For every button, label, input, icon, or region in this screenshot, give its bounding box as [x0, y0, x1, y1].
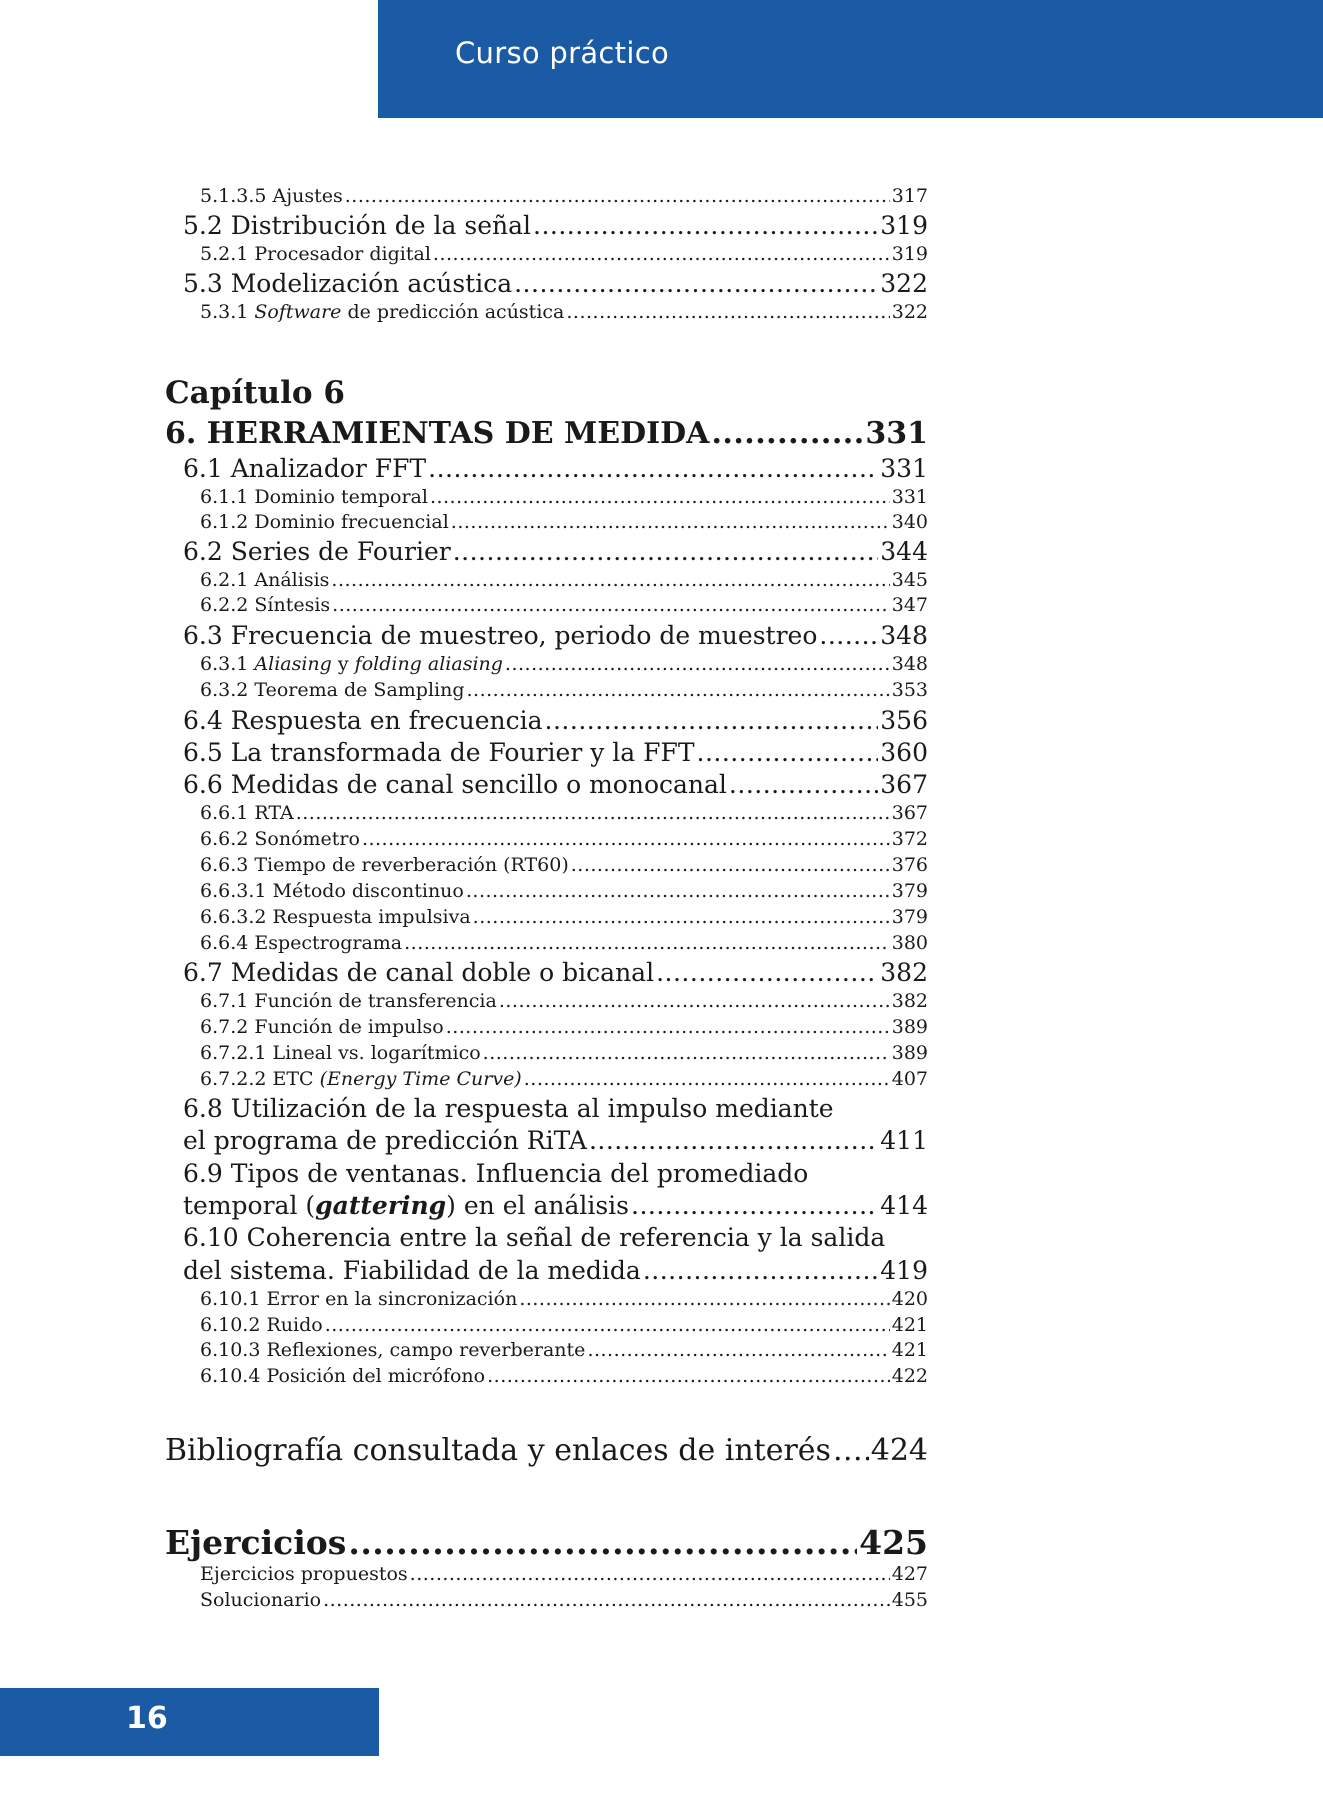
toc-entry[interactable] — [200, 853, 928, 877]
toc-entry-page: 322 — [891, 301, 928, 323]
toc-entry-label: 6.7 Medidas de canal doble o bicanal — [183, 958, 655, 987]
toc-entry[interactable] — [183, 1191, 928, 1221]
toc-entry-page: 380 — [891, 932, 928, 954]
toc-entry-page: 414 — [880, 1191, 928, 1220]
toc-entry[interactable] — [200, 568, 928, 592]
toc-entry[interactable] — [183, 269, 928, 299]
toc-entry[interactable] — [200, 1313, 928, 1337]
toc-entry-page: 421 — [891, 1314, 928, 1336]
toc-entry-label: 5.2.1 Procesador digital — [200, 243, 431, 265]
toc-entry[interactable] — [200, 1338, 928, 1362]
toc-entry-label: 6.2.1 Análisis — [200, 569, 330, 591]
leader-dots — [524, 1067, 890, 1091]
toc-entry-label: Ejercicios propuestos — [200, 1563, 408, 1585]
toc-entry-page: 411 — [880, 1126, 928, 1155]
toc-entry-label: 6.5 La transformada de Fourier y la FFT — [183, 738, 695, 767]
toc-entry-page: 424 — [870, 1433, 928, 1468]
leader-dots — [331, 568, 889, 592]
toc-entry[interactable] — [200, 1041, 928, 1065]
toc-entry-label: 6.3.2 Teorema de Sampling — [200, 679, 465, 701]
leader-dots — [519, 1287, 889, 1311]
toc-entry-page: 427 — [891, 1563, 928, 1585]
toc-entry[interactable] — [200, 1287, 928, 1311]
toc-entry-label: 6.7.1 Función de transferencia — [200, 990, 497, 1012]
toc-entry-label: Ejercicios — [165, 1523, 347, 1562]
toc-entry-page: 319 — [880, 211, 928, 240]
leader-dots — [466, 879, 890, 903]
leader-dots — [819, 621, 878, 651]
leader-dots — [404, 931, 890, 955]
toc-entry[interactable] — [183, 621, 928, 651]
leader-dots — [467, 678, 890, 702]
toc-entry-page: 348 — [891, 653, 928, 675]
toc-entry-page: 322 — [880, 269, 928, 298]
toc-entry-label: 6.4 Respuesta en frecuencia — [183, 706, 543, 735]
toc-entry[interactable] — [200, 678, 928, 702]
toc-entry-page: 340 — [891, 511, 928, 533]
header-band — [378, 0, 1323, 118]
toc-entry[interactable] — [183, 211, 928, 241]
toc-entry[interactable] — [200, 931, 928, 955]
toc-entry[interactable] — [200, 510, 928, 534]
toc-entry-label: 6.3 Frecuencia de muestreo, periodo de muestreo — [183, 621, 818, 650]
toc-entry-page: 317 — [891, 185, 928, 207]
toc-entry[interactable] — [200, 593, 928, 617]
leader-dots — [325, 1313, 890, 1337]
header-title: Curso práctico — [455, 36, 669, 70]
toc-entry-first-line: 6.8 Utilización de la respuesta al impulso mediante — [183, 1094, 834, 1123]
toc-entry-label: 6.10.2 Ruido — [200, 1314, 323, 1336]
toc-entry-label: Bibliografía consultada y enlaces de interés — [165, 1433, 831, 1468]
leader-dots — [473, 905, 890, 929]
leader-dots — [433, 242, 890, 266]
leader-dots — [483, 1041, 890, 1065]
toc-entry[interactable] — [200, 1364, 928, 1388]
toc-entry-label: 6.1 Analizador FFT — [183, 454, 427, 483]
leader-dots — [323, 1588, 890, 1612]
toc-entry-label: 6.3.1 Aliasing y folding aliasing — [200, 653, 503, 675]
toc-entry[interactable] — [200, 485, 928, 509]
toc-entry-label: 6.2.2 Síntesis — [200, 594, 331, 616]
toc-entry-label: 5.1.3.5 Ajustes — [200, 185, 343, 207]
toc-entry-first-line: 6.10 Coherencia entre la señal de referencia y la salida — [183, 1223, 886, 1252]
toc-entry-page: 360 — [880, 738, 928, 767]
toc-entry[interactable] — [200, 1562, 928, 1586]
toc-entry[interactable] — [200, 300, 928, 324]
toc-entry-page: 379 — [891, 880, 928, 902]
leader-dots — [453, 537, 879, 567]
leader-dots — [451, 510, 890, 534]
toc-entry-page: 389 — [891, 1016, 928, 1038]
toc-entry-page: 379 — [891, 906, 928, 928]
toc-entry-page: 425 — [859, 1523, 928, 1562]
leader-dots — [631, 1191, 878, 1221]
leader-dots — [410, 1562, 890, 1586]
toc-entry-page: 420 — [891, 1288, 928, 1310]
toc-entry-page: 367 — [880, 770, 928, 799]
toc-entry-label: 5.2 Distribución de la señal — [183, 211, 531, 240]
leader-dots — [296, 801, 890, 825]
toc-entry-label: 6.2 Series de Fourier — [183, 537, 451, 566]
toc-entry[interactable] — [183, 706, 928, 736]
toc-entry-label: 6.7.2.2 ETC (Energy Time Curve) — [200, 1068, 522, 1090]
toc-entry-label: del sistema. Fiabilidad de la medida — [183, 1256, 641, 1285]
toc-entry-page: 353 — [891, 679, 928, 701]
toc-entry-label: 5.3.1 Software de predicción acústica — [200, 301, 565, 323]
toc-entry-label: 6.10.4 Posición del micrófono — [200, 1365, 486, 1387]
leader-dots — [428, 454, 878, 484]
chapter-heading: Capítulo 6 — [165, 375, 345, 411]
toc-entry-page: 344 — [880, 537, 928, 566]
toc-entry-page: 376 — [891, 854, 928, 876]
leader-dots — [446, 1015, 890, 1039]
leader-dots — [545, 706, 879, 736]
toc-entry[interactable] — [200, 1067, 928, 1091]
toc-entry-page: 331 — [880, 454, 928, 483]
toc-entry-label: 6.6.3 Tiempo de reverberación (RT60) — [200, 854, 569, 876]
toc-entry-label: Solucionario — [200, 1589, 322, 1611]
toc-entry[interactable] — [200, 989, 928, 1013]
leader-dots — [332, 593, 890, 617]
toc-entry[interactable] — [200, 242, 928, 266]
toc-entry-label: 5.3 Modelización acústica — [183, 269, 513, 298]
toc-entry-page: 347 — [891, 594, 928, 616]
leader-dots — [566, 300, 889, 324]
toc-entry[interactable] — [183, 958, 928, 988]
toc-entry-page: 345 — [891, 569, 928, 591]
toc-entry-first-line: 6.9 Tipos de ventanas. Influencia del promediado — [183, 1159, 809, 1188]
toc-entry[interactable] — [183, 1256, 928, 1286]
toc-entry-page: 421 — [891, 1339, 928, 1361]
toc-entry[interactable] — [200, 184, 928, 208]
toc-entry[interactable] — [183, 537, 928, 567]
toc-entry[interactable] — [200, 905, 928, 929]
toc-entry[interactable] — [165, 1432, 928, 1470]
page-number: 16 — [126, 1701, 168, 1736]
toc-entry-page: 382 — [880, 958, 928, 987]
toc-entry-label: 6.6.4 Espectrograma — [200, 932, 403, 954]
toc-entry-label: el programa de predicción RiTA — [183, 1126, 587, 1155]
leader-dots — [833, 1432, 869, 1470]
toc-entry-label: 6.1.2 Dominio frecuencial — [200, 511, 449, 533]
leader-dots — [345, 184, 890, 208]
toc-entry-label: 6.6.3.2 Respuesta impulsiva — [200, 906, 471, 928]
leader-dots — [697, 738, 879, 768]
toc-entry-page: 356 — [880, 706, 928, 735]
toc-entry[interactable] — [183, 454, 928, 484]
toc-entry-page: 348 — [880, 621, 928, 650]
leader-dots — [505, 652, 890, 676]
leader-dots — [656, 958, 878, 988]
toc-entry[interactable] — [183, 738, 928, 768]
toc-entry-label: 6.10.1 Error en la sincronización — [200, 1288, 518, 1310]
toc-entry[interactable] — [200, 1588, 928, 1612]
leader-dots — [348, 1522, 857, 1564]
toc-entry-label: 6.10.3 Reflexiones, campo reverberante — [200, 1339, 586, 1361]
toc-entry-label: 6.7.2.1 Lineal vs. logarítmico — [200, 1042, 481, 1064]
leader-dots — [430, 485, 890, 509]
toc-entry-label: 6. HERRAMIENTAS DE MEDIDA — [165, 416, 710, 451]
toc-entry[interactable] — [200, 879, 928, 903]
toc-entry[interactable] — [200, 1015, 928, 1039]
toc-entry-label: 6.6.1 RTA — [200, 802, 294, 824]
toc-entry-page: 367 — [891, 802, 928, 824]
toc-entry-label: 6.7.2 Función de impulso — [200, 1016, 444, 1038]
toc-entry[interactable] — [200, 652, 928, 676]
toc-entry-page: 407 — [891, 1068, 928, 1090]
leader-dots — [362, 827, 890, 851]
leader-dots — [533, 211, 878, 241]
leader-dots — [571, 853, 890, 877]
toc-entry[interactable] — [183, 1126, 928, 1156]
toc-entry[interactable] — [200, 801, 928, 825]
toc-entry-label: temporal (gattering) en el análisis — [183, 1191, 630, 1220]
leader-dots — [587, 1338, 889, 1362]
toc-entry-page: 372 — [891, 828, 928, 850]
toc-entry[interactable] — [165, 1522, 928, 1564]
page-number-band — [0, 1688, 379, 1756]
toc-entry-label: 6.6 Medidas de canal sencillo o monocanal — [183, 770, 727, 799]
toc-entry-label: 6.1.1 Dominio temporal — [200, 486, 428, 508]
toc-entry[interactable] — [200, 827, 928, 851]
toc-entry-label: 6.6.2 Sonómetro — [200, 828, 360, 850]
leader-dots — [499, 989, 890, 1013]
leader-dots — [589, 1126, 878, 1156]
toc-entry[interactable] — [183, 770, 928, 800]
leader-dots — [643, 1256, 878, 1286]
toc-entry-page: 422 — [891, 1365, 928, 1387]
leader-dots — [487, 1364, 890, 1388]
leader-dots — [711, 415, 863, 453]
toc-entry-page: 382 — [891, 990, 928, 1012]
toc-entry-page: 455 — [891, 1589, 928, 1611]
leader-dots — [514, 269, 878, 299]
toc-entry-label: 6.6.3.1 Método discontinuo — [200, 880, 464, 902]
toc-entry[interactable] — [165, 415, 928, 453]
leader-dots — [729, 770, 878, 800]
toc-entry-page: 331 — [891, 486, 928, 508]
toc-entry-page: 389 — [891, 1042, 928, 1064]
toc-entry-page: 319 — [891, 243, 928, 265]
toc-entry-page: 419 — [880, 1256, 928, 1285]
toc-entry-page: 331 — [865, 416, 928, 451]
